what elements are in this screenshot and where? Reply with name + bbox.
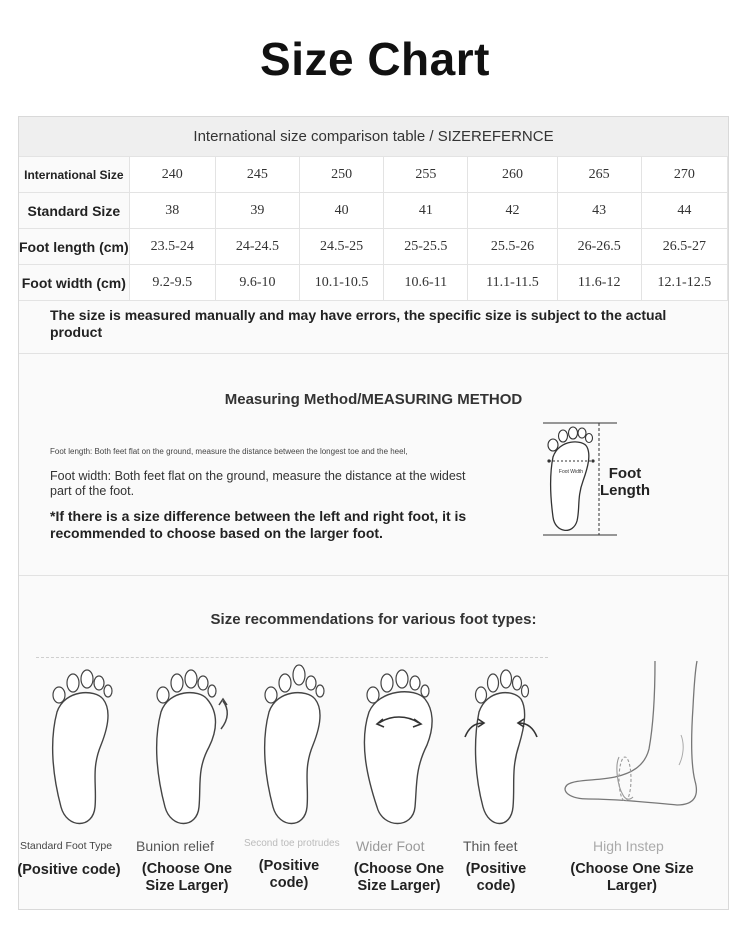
table-cell: 26.5-27: [641, 229, 727, 265]
table-cell: 12.1-12.5: [641, 265, 727, 301]
foot-type-name: High Instep: [593, 838, 664, 854]
foot-type-name: Wider Foot: [356, 838, 425, 854]
table-cell: 260: [468, 157, 557, 193]
foot-type-name: Standard Foot Type: [20, 840, 113, 852]
table-cell: 10.6-11: [384, 265, 468, 301]
table-cell: 10.1-10.5: [299, 265, 383, 301]
size-table: [19, 156, 728, 301]
foot-type-name: Bunion relief: [136, 838, 214, 854]
foot-width-label: Foot Width: [558, 469, 584, 475]
table-cell: 25.5-26: [468, 229, 557, 265]
row-label: Foot width (cm): [19, 265, 129, 301]
table-cell: 255: [384, 157, 468, 193]
page-title: Size Chart: [260, 33, 490, 85]
table-cell: 9.2-9.5: [129, 265, 215, 301]
row-label: Foot length (cm): [19, 229, 129, 265]
table-cell: 25-25.5: [384, 229, 468, 265]
table-cell: 41: [384, 193, 468, 229]
foot-type-recommendation: (Positive code): [258, 858, 320, 891]
table-cell: 11.1-11.5: [468, 265, 557, 301]
second-toe-foot-icon: [253, 657, 333, 827]
divider: [19, 353, 728, 354]
foot-type-recommendation: (Choose One Size Larger): [353, 861, 445, 894]
foot-length-label-line1: Foot: [608, 465, 642, 482]
foot-types-row: [19, 647, 728, 907]
table-cell: 42: [468, 193, 557, 229]
table-cell: 245: [215, 157, 299, 193]
foot-type-recommendation: (Positive code): [465, 861, 527, 894]
foot-length-instruction: Foot length: Both feet flat on the ground, measure the distance between the longest toe and the heel,: [50, 447, 408, 456]
bunion-foot-icon: [145, 657, 235, 827]
foot-type-name: Second toe protrudes: [244, 838, 340, 849]
measuring-method-title: Measuring Method/MEASURING METHOD: [224, 391, 523, 408]
table-cell: 265: [557, 157, 641, 193]
high-instep-foot-icon: [559, 657, 719, 827]
table-cell: 23.5-24: [129, 229, 215, 265]
thin-foot-icon: [461, 657, 551, 827]
divider: [19, 575, 728, 576]
table-cell: 40: [299, 193, 383, 229]
table-row: [19, 157, 728, 193]
foot-type-recommendation: (Positive code): [17, 862, 121, 878]
wider-foot-icon: [357, 657, 447, 827]
size-difference-tip: *If there is a size difference between the left and right foot, it is recommended to choose based on the larger foot.: [50, 508, 467, 541]
table-cell: 250: [299, 157, 383, 193]
table-header: International size comparison table / SIZEREFERNCE: [19, 117, 728, 156]
table-row: [19, 229, 728, 265]
standard-foot-icon: [41, 657, 121, 827]
foot-type-recommendation: (Choose One Size Larger): [141, 861, 233, 894]
table-cell: 24.5-25: [299, 229, 383, 265]
foot-width-instruction: Foot width: Both feet flat on the ground, measure the distance at the widest part of the foot.: [50, 469, 466, 498]
table-cell: 38: [129, 193, 215, 229]
table-cell: 43: [557, 193, 641, 229]
table-cell: 11.6-12: [557, 265, 641, 301]
size-chart-panel: [18, 116, 729, 910]
table-cell: 39: [215, 193, 299, 229]
table-cell: 270: [641, 157, 727, 193]
foot-type-recommendation: (Choose One Size Larger): [570, 861, 694, 894]
row-label: Standard Size: [19, 193, 129, 229]
table-row: [19, 193, 728, 229]
table-cell: 240: [129, 157, 215, 193]
table-row: [19, 265, 728, 301]
row-label: International Size: [19, 157, 129, 193]
table-cell: 26-26.5: [557, 229, 641, 265]
foot-length-label-line2: Length: [600, 482, 650, 499]
table-cell: 24-24.5: [215, 229, 299, 265]
table-cell: 9.6-10: [215, 265, 299, 301]
foot-type-name: Thin feet: [463, 838, 518, 854]
foot-length-label: [600, 465, 650, 499]
foot-types-title: Size recommendations for various foot types:: [210, 611, 537, 628]
table-cell: 44: [641, 193, 727, 229]
measurement-disclaimer: The size is measured manually and may have errors, the specific size is subject to the actual product: [50, 307, 667, 340]
